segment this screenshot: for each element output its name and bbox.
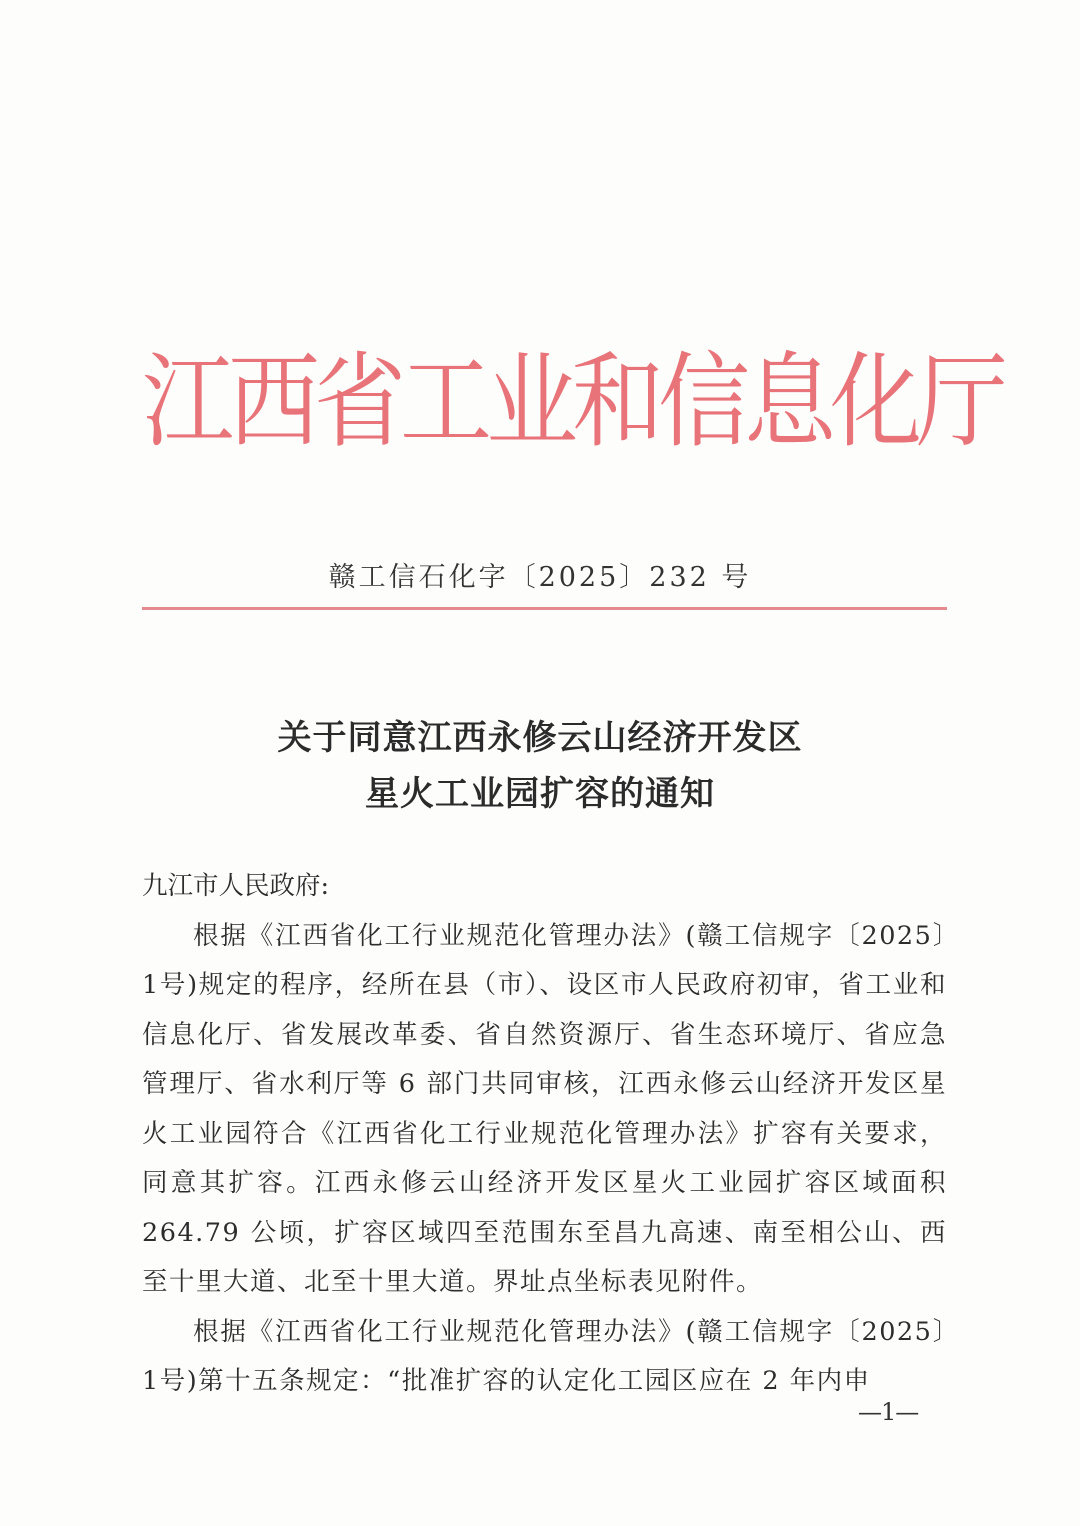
org-char: 和 [572, 341, 665, 462]
notice-title-line-1: 关于同意江西永修云山经济开发区 [277, 718, 803, 758]
org-char: 化 [830, 341, 923, 462]
red-divider-line [142, 607, 947, 610]
org-char: 息 [744, 341, 837, 462]
org-char: 工 [400, 341, 493, 462]
body-paragraph: 根据《江西省化工行业规范化管理办法》(赣工信规字〔2025〕1号)第十五条规定：“批准扩容的认定化工园区应在 2 年内申 [142, 1316, 947, 1396]
org-char: 厅 [916, 341, 1009, 462]
body-paragraph: 根据《江西省化工行业规范化管理办法》(赣工信规字〔2025〕1号)规定的程序，经所在县（市）、设区市人民政府初审，省工业和信息化厅、省发展改革委、省自然资源厅、省生态环境厅、省应急管理厅、省水利厅等 6 部门共同审核，江西永修云山经济开发区星火工业园符合《江西省化工行业规范化管理办法》扩容有关要求，同意其扩容。江西永修云山经济开发区星火工业园扩容区域面积 264.79 公顷，扩容区域四至范围东至昌九高速、南至相公山、西至十里大道、北至十里大道。界址点坐标表见附件。 [142, 920, 947, 1297]
org-char: 信 [658, 341, 751, 462]
document-number: 赣工信石化字〔2025〕232 号 [328, 562, 752, 593]
org-char: 业 [486, 341, 579, 462]
page-number: —1— [858, 1398, 919, 1426]
notice-title [0, 710, 1080, 822]
document-body [142, 862, 947, 1407]
org-char: 江 [142, 341, 235, 462]
salutation: 九江市人民政府: [142, 871, 330, 901]
notice-title-line-2: 星火工业园扩容的通知 [365, 774, 715, 814]
issuing-organization-title [142, 335, 1009, 469]
org-char: 省 [314, 341, 407, 462]
org-char: 西 [228, 341, 321, 462]
